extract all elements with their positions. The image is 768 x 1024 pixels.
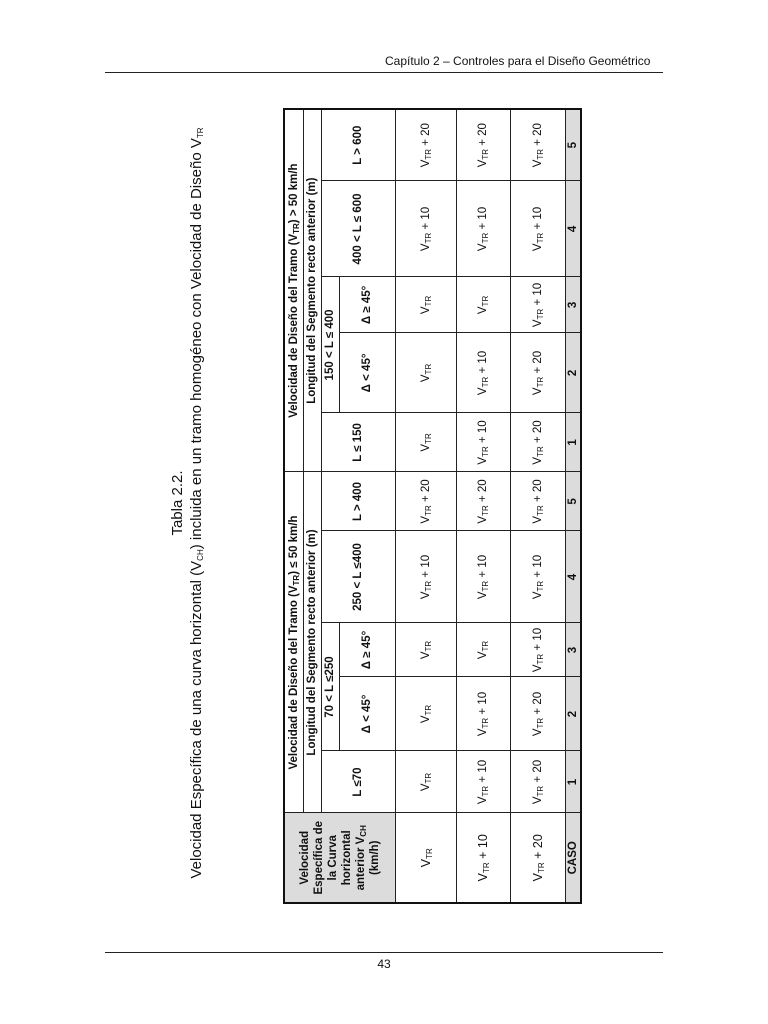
g2-col-delta-lt45: Δ < 45°: [339, 333, 395, 413]
table-cell: $V_{TR} + 10$: [456, 413, 510, 472]
table-cell: $V_{TR} + 20$: [510, 472, 565, 531]
corner-header: Velocidad Específica de la Curva horizontal anterior $V_{CH}$ (km/h): [284, 813, 395, 903]
caso-number: 4: [565, 181, 581, 277]
page-number: 43: [377, 957, 391, 971]
row-label: $V_{TR} + 10$: [456, 813, 510, 903]
table-cell: $V_{TR} + 20$: [456, 472, 510, 531]
caso-number: 3: [565, 623, 581, 677]
table-cell: $V_{TR}$: [395, 333, 456, 413]
group2-length-header: Longitud del Segmento recto anterior (m): [303, 109, 321, 472]
group2-header: Velocidad de Diseño del Tramo $(V_{TR}) > 50$ km/h: [284, 109, 303, 472]
table-cell: $V_{TR} + 20$: [510, 333, 565, 413]
g2-col-400-600: 400 < L ≤ 600: [321, 181, 395, 277]
g2-col-150-400: 150 < L ≤ 400: [321, 277, 339, 413]
table-cell: $V_{TR}$: [395, 623, 456, 677]
caption-title: Tabla 2.2.: [169, 470, 186, 536]
caso-number: 1: [565, 751, 581, 813]
table-cell: $V_{TR} + 10$: [395, 181, 456, 277]
chapter-header: Capítulo 2 – Controles para el Diseño Geométrico: [385, 54, 651, 68]
table-cell: $V_{TR}$: [456, 277, 510, 333]
table-cell: $V_{TR} + 10$: [456, 531, 510, 623]
table-cell: $V_{TR} + 10$: [456, 677, 510, 751]
caption-text: Velocidad Específica de una curva horizontal $(V_{CH})$ incluida en un tramo homogéneo con Velocidad de Diseño $V_{TR}$: [188, 127, 205, 879]
table-cell: $V_{TR} + 10$: [510, 531, 565, 623]
speed-table: [283, 110, 580, 904]
g2-col-gt600: L > 600: [321, 109, 395, 181]
table-cell: $V_{TR} + 10$: [395, 531, 456, 623]
g1-col-l70: L ≤70: [321, 751, 395, 813]
g2-col-delta-ge45: Δ ≥ 45°: [339, 277, 395, 333]
table-cell: $V_{TR}$: [395, 751, 456, 813]
table-cell: $V_{TR} + 20$: [510, 677, 565, 751]
table-cell: $V_{TR} + 20$: [510, 109, 565, 181]
table-cell: $V_{TR} + 10$: [510, 181, 565, 277]
caso-label: CASO: [565, 813, 581, 903]
table-cell: $V_{TR} + 10$: [456, 181, 510, 277]
footer-rule: [105, 952, 663, 953]
caso-number: 2: [565, 677, 581, 751]
table-cell: $V_{TR} + 10$: [456, 333, 510, 413]
table-caption: [168, 108, 206, 898]
g1-col-250-400: 250 < L ≤400: [321, 531, 395, 623]
caso-number: 4: [565, 531, 581, 623]
table-cell: $V_{TR} + 20$: [395, 472, 456, 531]
table-cell: $V_{TR} + 20$: [456, 109, 510, 181]
caso-number: 1: [565, 413, 581, 472]
table-cell: $V_{TR} + 20$: [395, 109, 456, 181]
table-cell: $V_{TR}$: [395, 677, 456, 751]
g1-col-70-250: 70 < L ≤250: [321, 623, 339, 751]
table-cell: $V_{TR}$: [456, 623, 510, 677]
caso-number: 5: [565, 472, 581, 531]
table-cell: $V_{TR} + 20$: [510, 751, 565, 813]
g2-col-l150: L ≤ 150: [321, 413, 395, 472]
row-label: $V_{TR}$: [395, 813, 456, 903]
caso-number: 5: [565, 109, 581, 181]
header-rule: [105, 72, 663, 73]
g1-col-delta-lt45: Δ < 45°: [339, 677, 395, 751]
table-cell: $V_{TR} + 10$: [510, 623, 565, 677]
table-cell: $V_{TR} + 10$: [456, 751, 510, 813]
table-cell: $V_{TR}$: [395, 277, 456, 333]
caso-number: 2: [565, 333, 581, 413]
g1-col-delta-ge45: Δ ≥ 45°: [339, 623, 395, 677]
g1-col-gt400: L > 400: [321, 472, 395, 531]
group1-length-header: Longitud del Segmento recto anterior (m): [303, 472, 321, 813]
row-label: $V_{TR} + 20$: [510, 813, 565, 903]
table-cell: $V_{TR} + 10$: [510, 277, 565, 333]
table-cell: $V_{TR} + 20$: [510, 413, 565, 472]
table-cell: $V_{TR}$: [395, 413, 456, 472]
caso-number: 3: [565, 277, 581, 333]
group1-header: Velocidad de Diseño del Tramo $(V_{TR}) \le 50$ km/h: [284, 472, 303, 813]
